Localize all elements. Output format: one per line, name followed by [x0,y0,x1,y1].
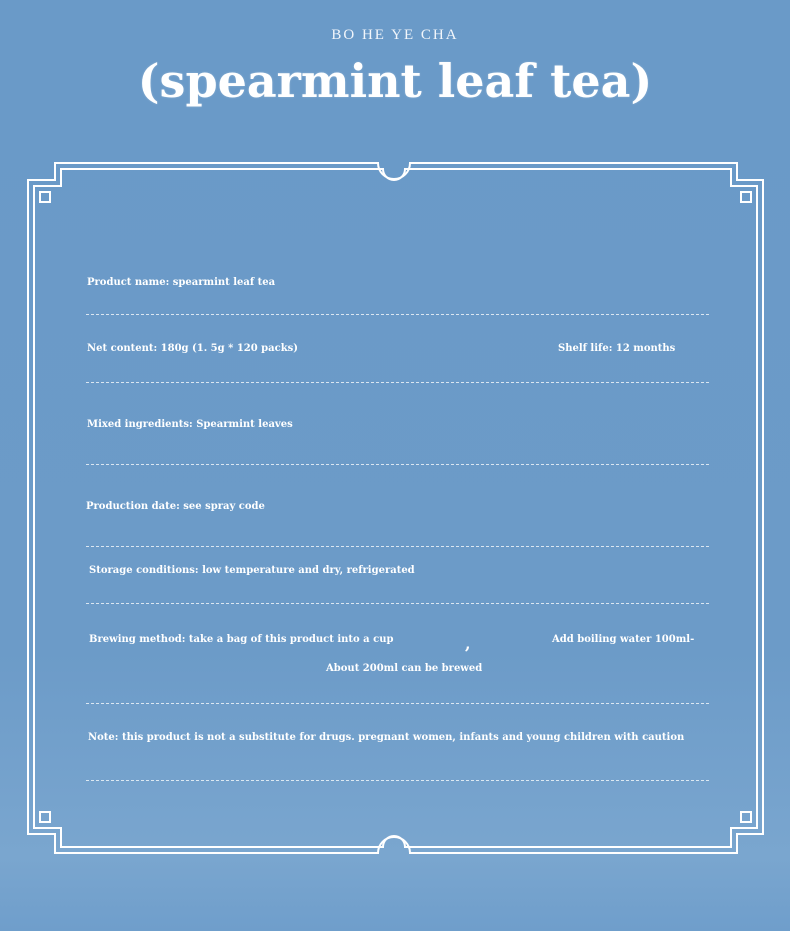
storage-field: Storage conditions: low temperature and dry, refrigerated [89,565,415,576]
product-name-field: Product name: spearmint leaf tea [87,277,276,288]
note-field: Note: this product is not a substitute for drugs. pregnant women, infants and young children with caution [88,732,685,743]
divider-line [86,314,709,315]
brewing-separator: , [465,634,471,653]
divider-line [86,382,709,383]
pinyin-title: BO HE YE CHA [331,27,459,43]
shelf-life-field: Shelf life: 12 months [558,343,676,354]
brewing-method-row [89,634,711,653]
corner-square-top-left [40,192,50,202]
brewing-method-field: Brewing method: take a bag of this product into a cup [89,634,394,645]
divider-line [86,703,709,704]
corner-square-bottom-left [40,812,50,822]
net-content-field: Net content: 180g (1. 5g * 120 packs) [87,343,299,354]
brewing-method-line2: About 200ml can be brewed [326,663,483,674]
ingredients-field: Mixed ingredients: Spearmint leaves [87,419,293,430]
net-content-row [87,343,709,354]
corner-square-top-right [741,192,751,202]
divider-line [86,546,709,547]
divider-line [86,464,709,465]
product-title: (spearmint leaf tea) [137,54,653,108]
divider-line [86,780,709,781]
corner-square-bottom-right [741,812,751,822]
divider-line [86,603,709,604]
production-date-field: Production date: see spray code [86,501,265,512]
brewing-water-field: Add boiling water 100ml- [552,634,695,645]
